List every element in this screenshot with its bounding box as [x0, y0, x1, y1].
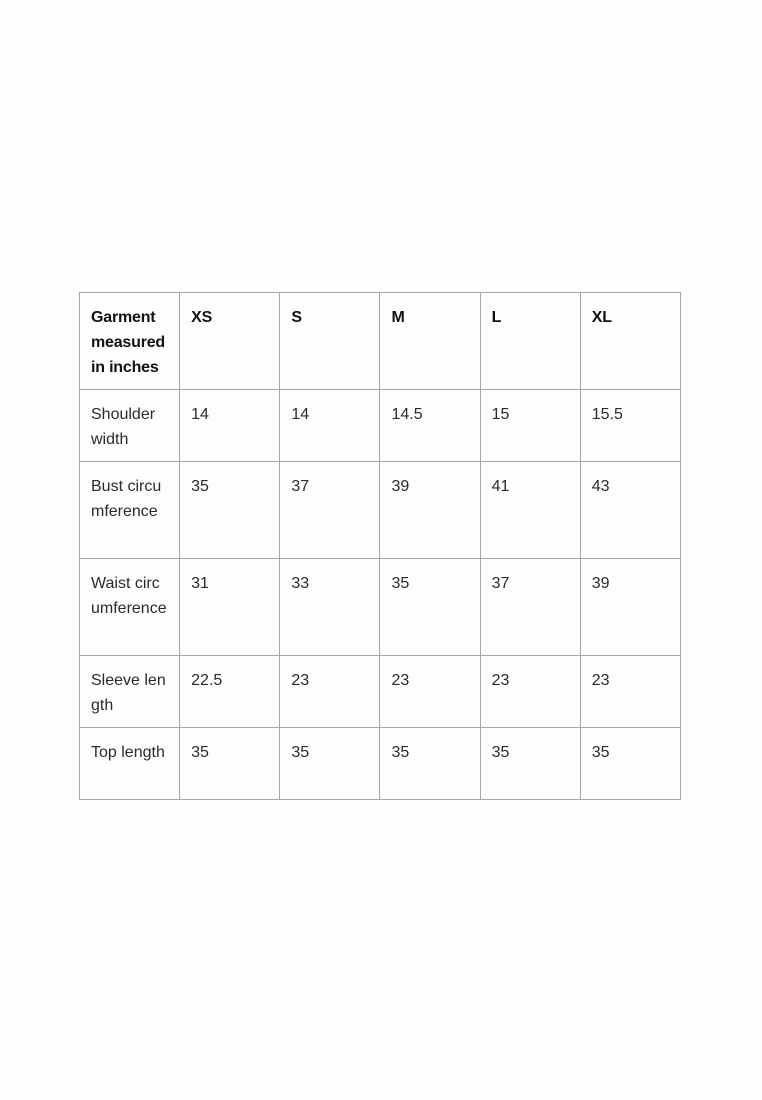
table-row — [80, 559, 681, 656]
table-cell: 35 — [480, 728, 580, 800]
header-size-s: S — [280, 293, 380, 390]
table-header-row — [80, 293, 681, 390]
table-cell: 37 — [480, 559, 580, 656]
table-cell: 35 — [180, 462, 280, 559]
table-cell: 39 — [580, 559, 680, 656]
table-cell: 14.5 — [380, 390, 480, 462]
row-label-bust-circumference: Bust circumference — [80, 462, 180, 559]
table-cell: 23 — [380, 656, 480, 728]
table-cell: 15.5 — [580, 390, 680, 462]
row-label-sleeve-length: Sleeve length — [80, 656, 180, 728]
header-size-m: M — [380, 293, 480, 390]
table-cell: 15 — [480, 390, 580, 462]
table-cell: 35 — [580, 728, 680, 800]
table-cell: 22.5 — [180, 656, 280, 728]
header-size-xl: XL — [580, 293, 680, 390]
table-cell: 33 — [280, 559, 380, 656]
table-cell: 37 — [280, 462, 380, 559]
table-cell: 31 — [180, 559, 280, 656]
table-row — [80, 656, 681, 728]
table-cell: 41 — [480, 462, 580, 559]
table-cell: 35 — [280, 728, 380, 800]
table-row — [80, 462, 681, 559]
table-cell: 23 — [280, 656, 380, 728]
table-cell: 23 — [480, 656, 580, 728]
table-cell: 23 — [580, 656, 680, 728]
row-label-shoulder-width: Shoulder width — [80, 390, 180, 462]
header-size-xs: XS — [180, 293, 280, 390]
table-row — [80, 728, 681, 800]
header-label-cell: Garment measured in inches — [80, 293, 180, 390]
table-cell: 43 — [580, 462, 680, 559]
table-cell: 35 — [380, 559, 480, 656]
table-cell: 14 — [280, 390, 380, 462]
table-cell: 35 — [180, 728, 280, 800]
header-size-l: L — [480, 293, 580, 390]
table-cell: 14 — [180, 390, 280, 462]
size-chart-table — [79, 292, 681, 800]
table-row — [80, 390, 681, 462]
table-cell: 39 — [380, 462, 480, 559]
row-label-waist-circumference: Waist circumference — [80, 559, 180, 656]
table-cell: 35 — [380, 728, 480, 800]
row-label-top-length: Top length — [80, 728, 180, 800]
